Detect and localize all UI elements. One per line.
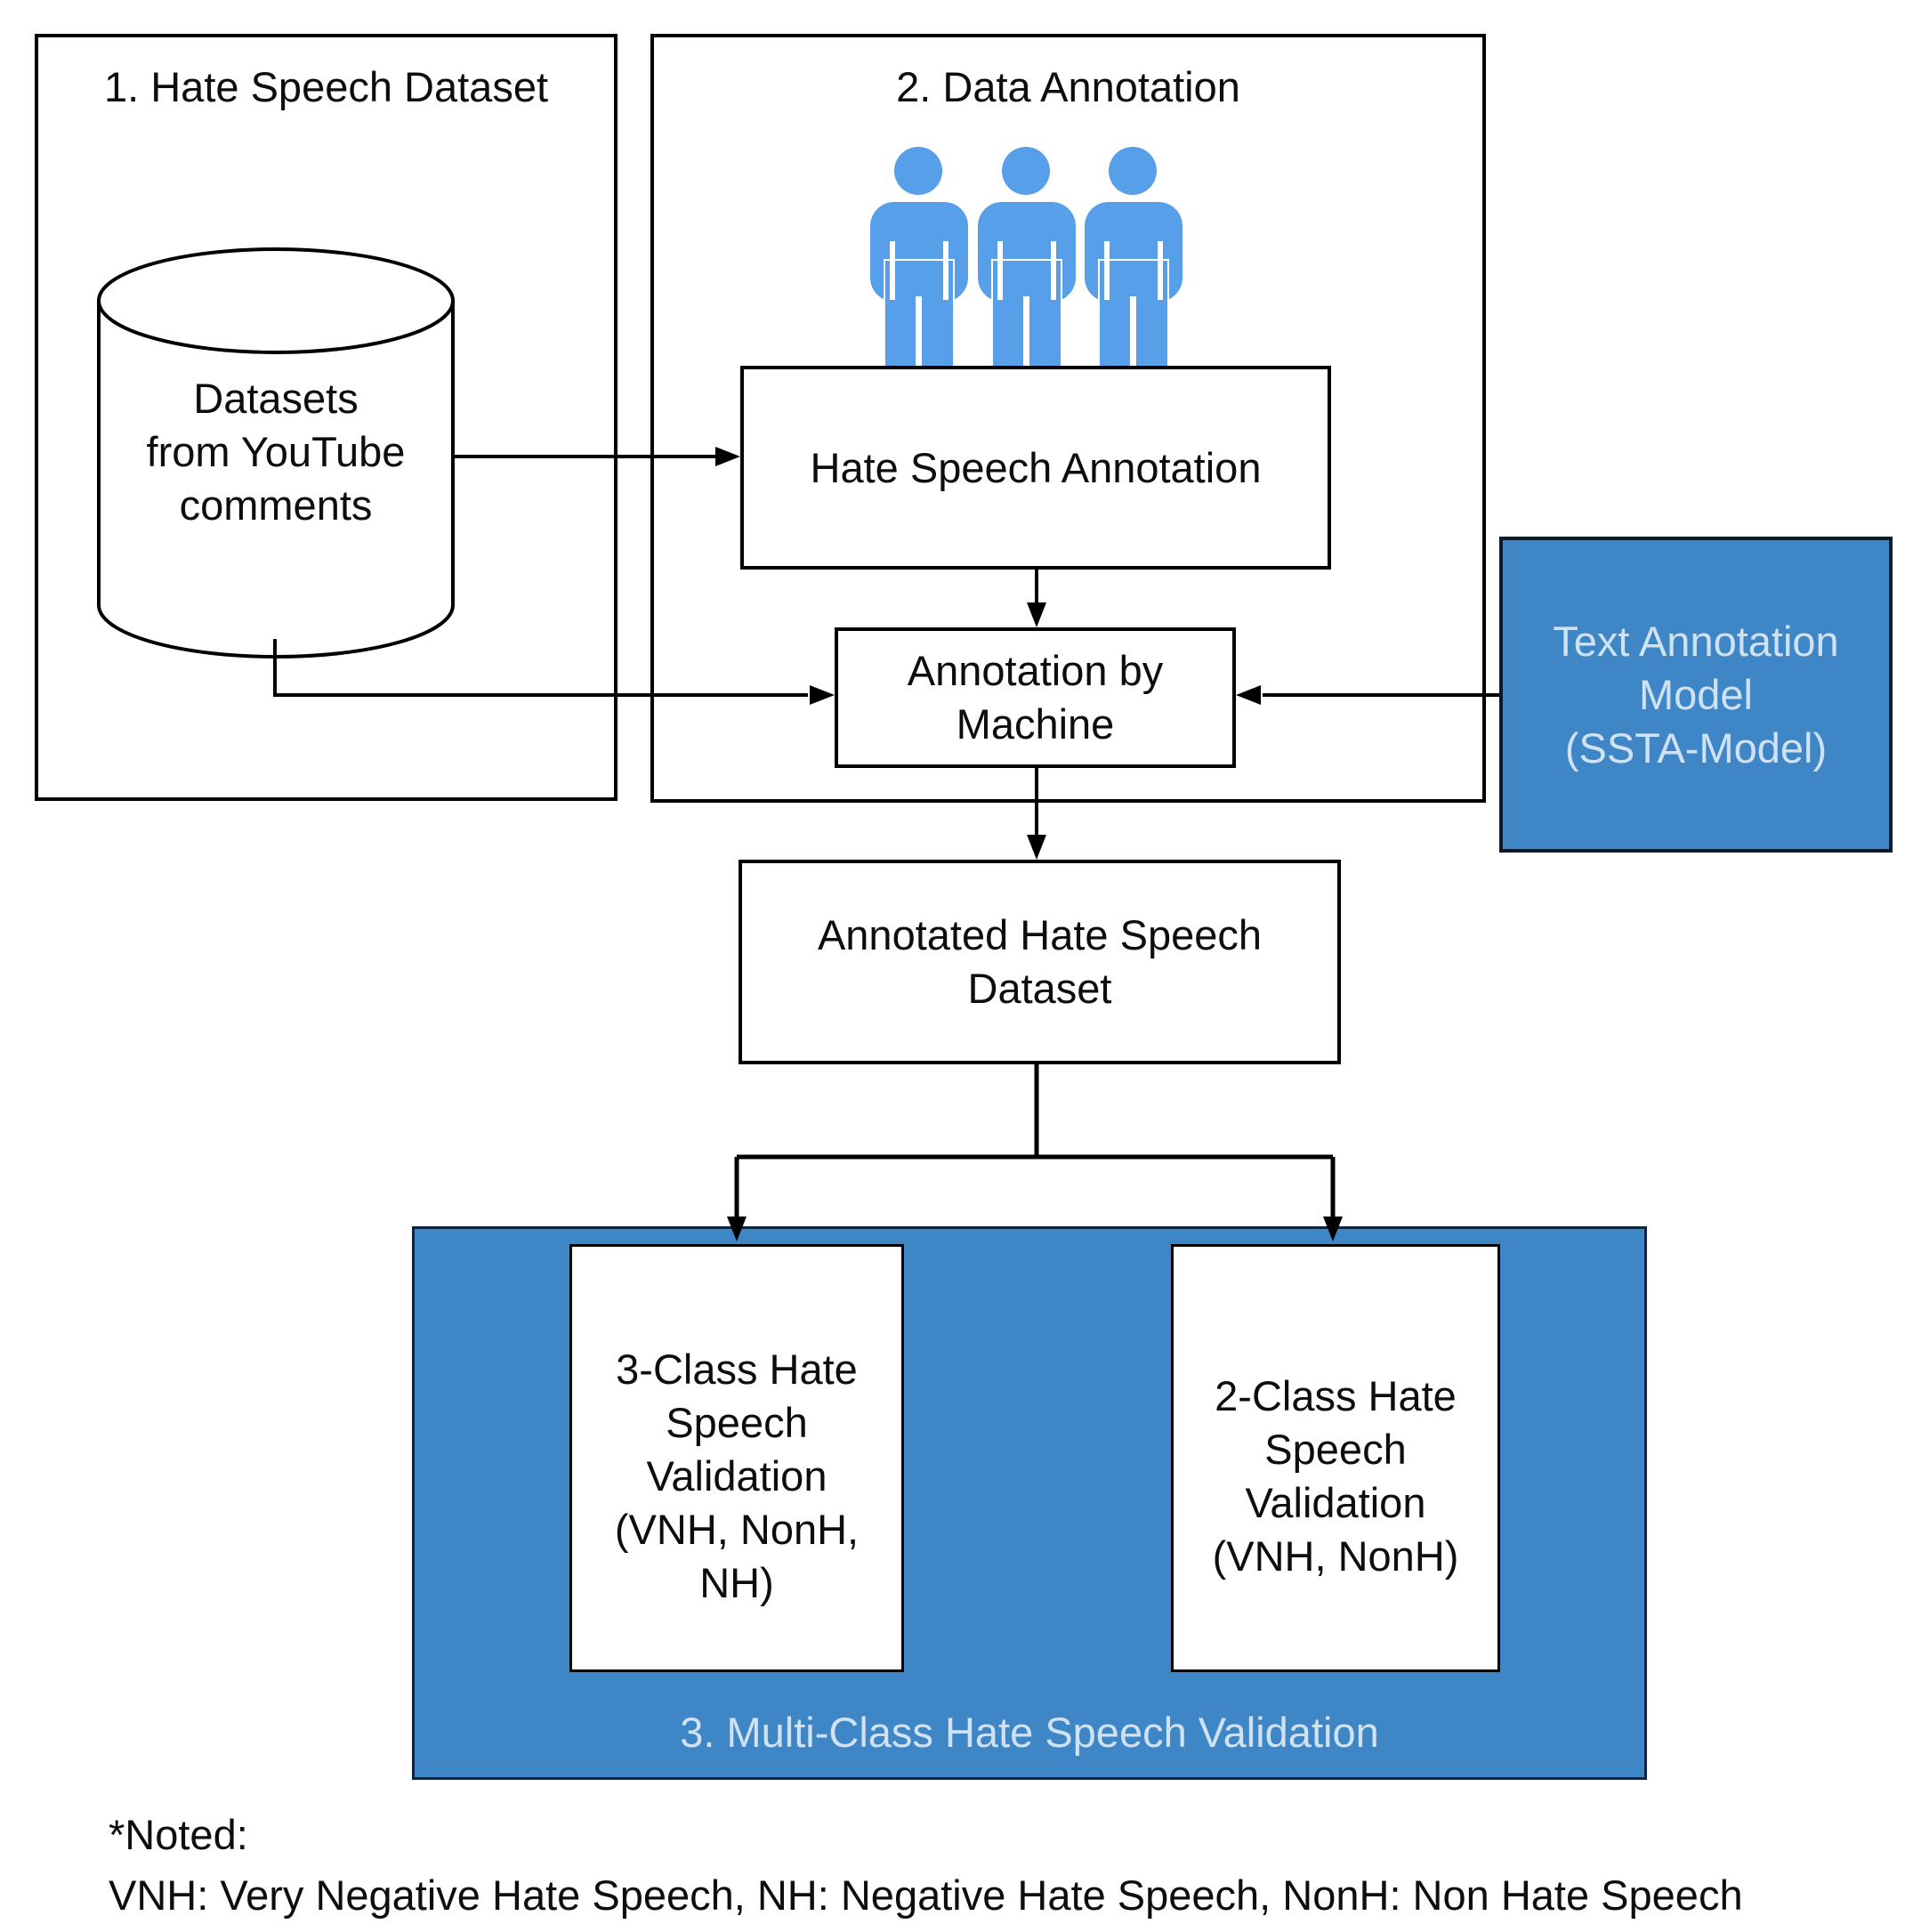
two-class-line: (VNH, NonH) — [1212, 1532, 1459, 1580]
two-class-line: 2-Class Hate — [1215, 1371, 1457, 1419]
annotated-label-line: Annotated Hate Speech — [817, 911, 1263, 958]
three-class-line: (VNH, NonH, — [614, 1505, 860, 1553]
ssta-label-line: Model — [1638, 670, 1753, 718]
validation-region — [412, 1226, 1647, 1780]
cylinder-label-line: comments — [179, 481, 373, 529]
machine-label-line: Annotation by — [907, 647, 1164, 694]
validation-region-caption: 3. Multi-Class Hate Speech Validation — [680, 1709, 1379, 1756]
two-class-validation-box — [1171, 1244, 1500, 1672]
annotated-label-line: Dataset — [967, 965, 1112, 1012]
three-class-validation-box — [569, 1244, 904, 1672]
note-heading: *Noted: — [109, 1811, 248, 1858]
annotators-people-icon — [866, 145, 1188, 369]
section1-title: 1. Hate Speech Dataset — [103, 63, 549, 110]
ssta-label-line: (SSTA-Model) — [1564, 723, 1828, 772]
ssta-model-box — [1499, 537, 1893, 853]
branch-lines — [737, 1064, 1333, 1217]
two-class-line: Speech — [1264, 1425, 1407, 1473]
annotation-by-machine-box — [835, 627, 1236, 768]
three-class-line: Speech — [666, 1398, 808, 1446]
two-class-line: Validation — [1245, 1478, 1426, 1526]
three-class-line: NH) — [699, 1558, 774, 1606]
cylinder-label — [99, 372, 453, 532]
annotated-dataset-box — [739, 860, 1341, 1064]
arrowhead — [1027, 835, 1046, 860]
section2-title: 2. Data Annotation — [896, 63, 1240, 110]
cylinder-label-line: from YouTube — [146, 428, 406, 475]
ssta-label-line: Text Annotation — [1553, 617, 1839, 665]
hate-speech-annotation-box — [740, 366, 1331, 570]
cylinder-label-line: Datasets — [193, 375, 359, 422]
three-class-line: Validation — [646, 1451, 827, 1500]
three-class-line: 3-Class Hate — [616, 1345, 858, 1393]
machine-label-line: Machine — [956, 700, 1115, 748]
note-definitions: VNH: Very Negative Hate Speech, NH: Negative Hate Speech, NonH: Non Hate Speech — [109, 1871, 1743, 1919]
hate-speech-annotation-label: Hate Speech Annotation — [810, 443, 1262, 491]
